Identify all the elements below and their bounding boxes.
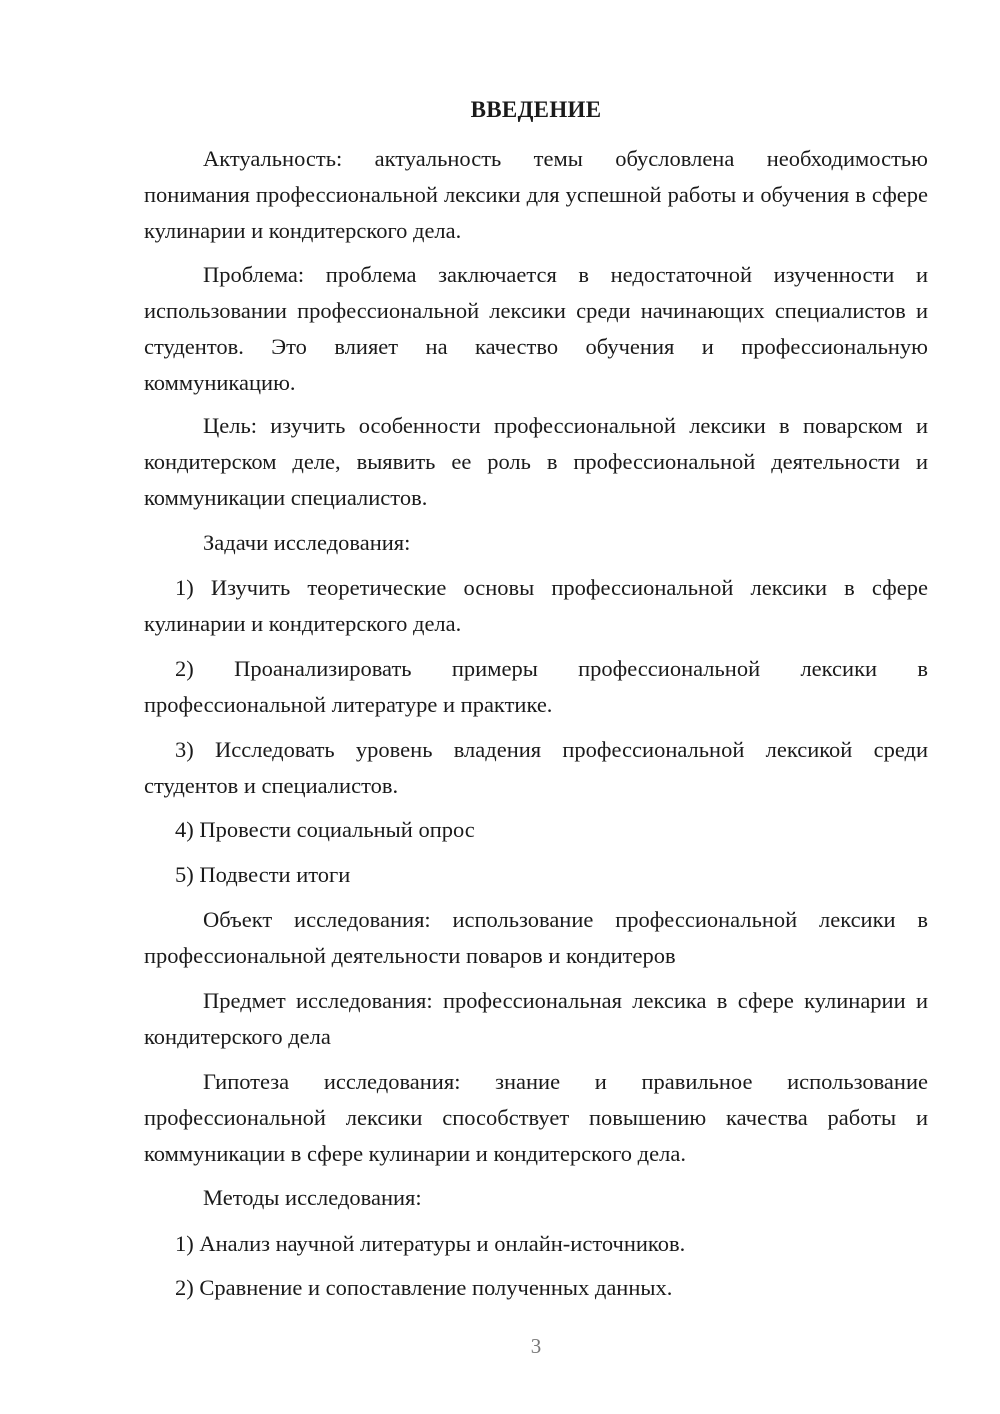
page-title: ВВЕДЕНИЕ bbox=[470, 97, 602, 122]
page-number: 3 bbox=[530, 1334, 542, 1358]
paragraph-subject: Предмет исследования: профессиональная лексика в сфере кулинарии и кондитерского дела bbox=[144, 988, 928, 1049]
paragraph-relevance: Актуальность: актуальность темы обусловлена необходимостью понимания профессиональной лексики для успешной работы и обучения в сфере кулинарии и кондитерского дела. bbox=[144, 146, 928, 243]
paragraph-problem: Проблема: проблема заключается в недостаточной изученности и использовании профессиональной лексики среди начинающих специалистов и студентов. Это влияет на качество обучения и профессиональную коммуникацию. bbox=[144, 262, 928, 395]
task-item-3: 3) Исследовать уровень владения профессиональной лексикой среди студентов и специалистов. bbox=[144, 737, 928, 798]
method-item-1: 1) Анализ научной литературы и онлайн-источников. bbox=[175, 1231, 686, 1256]
task-item-1: 1) Изучить теоретические основы профессиональной лексики в сфере кулинарии и кондитерского дела. bbox=[144, 575, 928, 636]
task-item-4: 4) Провести социальный опрос bbox=[175, 817, 475, 842]
method-item-2: 2) Сравнение и сопоставление полученных данных. bbox=[175, 1275, 673, 1300]
paragraph-object: Объект исследования: использование профессиональной лексики в профессиональной деятельности поваров и кондитеров bbox=[144, 907, 928, 968]
paragraph-goal: Цель: изучить особенности профессиональной лексики в поварском и кондитерском деле, выявить ее роль в профессиональной деятельности и коммуникации специалистов. bbox=[144, 413, 928, 510]
methods-heading: Методы исследования: bbox=[203, 1185, 422, 1210]
task-item-2: 2) Проанализировать примеры профессиональной лексики в профессиональной литературе и практике. bbox=[144, 656, 928, 717]
paragraph-hypothesis: Гипотеза исследования: знание и правильное использование профессиональной лексики способствует повышению качества работы и коммуникации в сфере кулинарии и кондитерского дела. bbox=[144, 1069, 928, 1166]
tasks-heading: Задачи исследования: bbox=[203, 530, 411, 555]
task-item-5: 5) Подвести итоги bbox=[175, 862, 351, 887]
